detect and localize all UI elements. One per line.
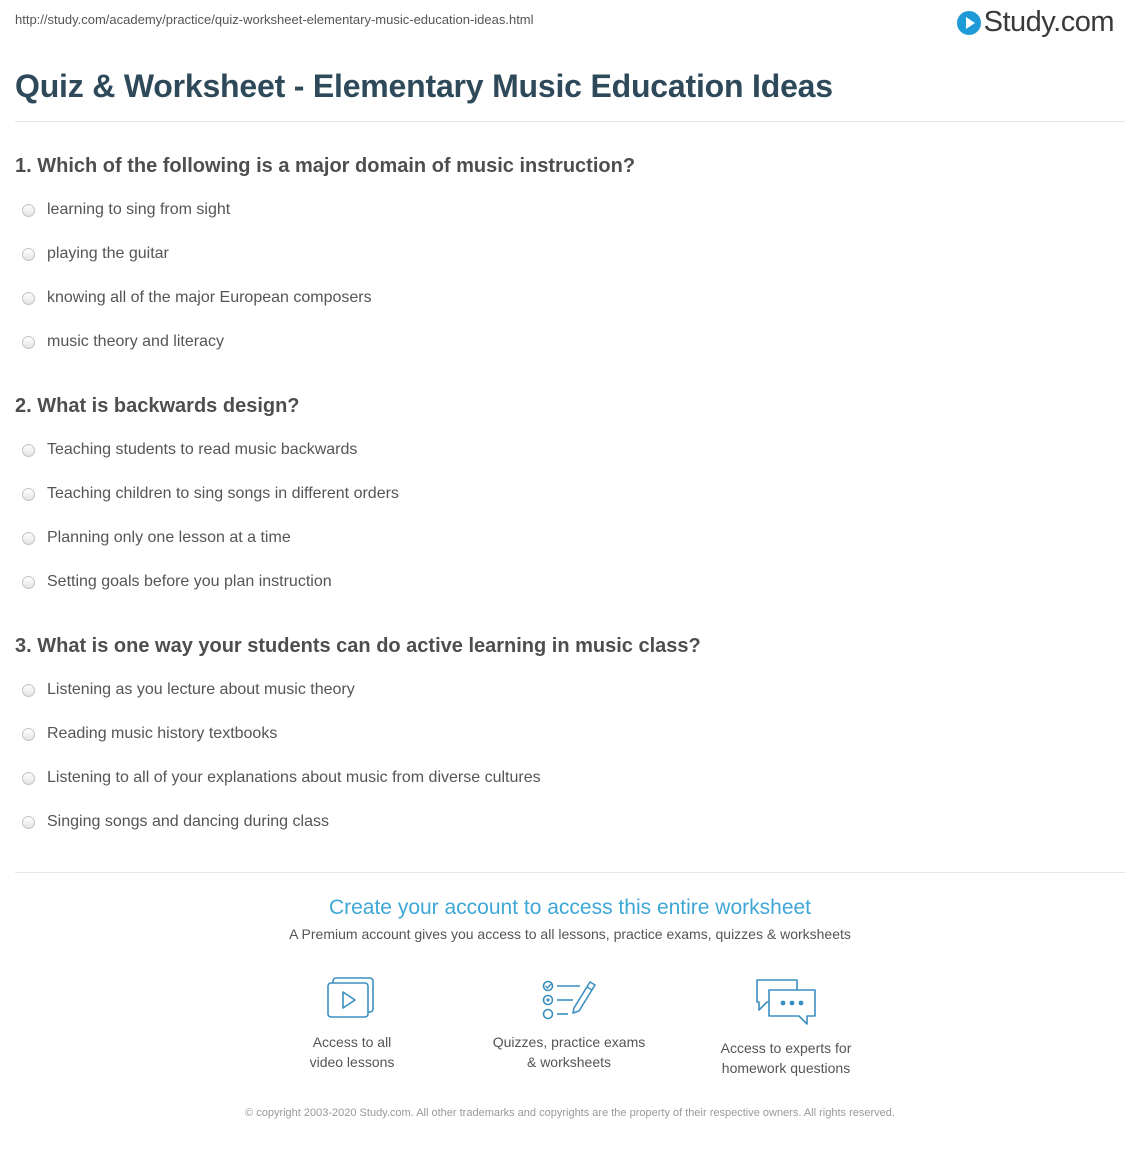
answer-label: playing the guitar	[47, 245, 169, 262]
question-3: 3. What is one way your students can do active learning in music class?	[15, 635, 701, 657]
radio-button[interactable]	[22, 248, 35, 261]
answer-label: Reading music history textbooks	[47, 725, 278, 742]
answer-option[interactable]	[22, 570, 332, 594]
answer-option[interactable]	[22, 330, 224, 354]
answer-option[interactable]	[22, 242, 169, 266]
video-lessons-icon	[325, 976, 379, 1022]
radio-button[interactable]	[22, 292, 35, 305]
answer-label: knowing all of the major European composers	[47, 289, 372, 306]
feature-label-line2: homework questions	[721, 1060, 851, 1076]
radio-button[interactable]	[22, 684, 35, 697]
answer-option[interactable]	[22, 198, 230, 222]
answer-label: Setting goals before you plan instruction	[47, 573, 332, 590]
question-2: 2. What is backwards design?	[15, 395, 300, 417]
top-bar	[0, 0, 1140, 48]
radio-button[interactable]	[22, 444, 35, 457]
answer-option[interactable]	[22, 438, 357, 462]
play-circle-icon	[957, 11, 981, 35]
radio-button[interactable]	[22, 532, 35, 545]
feature-quizzes	[469, 976, 669, 1072]
radio-button[interactable]	[22, 816, 35, 829]
answer-label: music theory and literacy	[47, 333, 224, 350]
question-1: 1. Which of the following is a major domain of music instruction?	[15, 155, 636, 177]
divider	[15, 121, 1125, 122]
feature-experts	[686, 976, 886, 1078]
create-account-link[interactable]: Create your account to access this entire worksheet	[328, 896, 812, 919]
feature-video-lessons	[252, 976, 452, 1072]
answer-label: Teaching children to sing songs in different orders	[47, 485, 399, 502]
answer-label: Planning only one lesson at a time	[47, 529, 291, 546]
answer-label: Teaching students to read music backwards	[47, 441, 358, 458]
radio-button[interactable]	[22, 336, 35, 349]
feature-label-line2: & worksheets	[526, 1054, 612, 1070]
answer-label: Listening as you lecture about music theory	[47, 681, 355, 698]
feature-label-line1: Access to all	[312, 1034, 392, 1050]
answer-option[interactable]	[22, 482, 399, 506]
chat-bubbles-icon	[753, 976, 819, 1028]
copyright-notice: © copyright 2003-2020 Study.com. All other trademarks and copyrights are the property of their respective owners. All rights reserved.	[245, 1107, 895, 1119]
logo-text: Study.com	[983, 6, 1114, 38]
feature-label-line1: Quizzes, practice exams	[492, 1034, 646, 1050]
radio-button[interactable]	[22, 204, 35, 217]
feature-label-line1: Access to experts for	[720, 1040, 852, 1056]
radio-button[interactable]	[22, 772, 35, 785]
page-url[interactable]: http://study.com/academy/practice/quiz-worksheet-elementary-music-education-ideas.html	[15, 12, 534, 27]
answer-option[interactable]	[22, 766, 541, 790]
feature-label-line2: video lessons	[309, 1054, 395, 1070]
cta-subtitle: A Premium account gives you access to all lessons, practice exams, quizzes & worksheets	[289, 926, 851, 942]
answer-label: Singing songs and dancing during class	[47, 813, 329, 830]
answer-label: Listening to all of your explanations about music from diverse cultures	[47, 769, 541, 786]
page-title: Quiz & Worksheet - Elementary Music Education Ideas	[15, 68, 833, 104]
divider	[15, 872, 1125, 873]
answer-option[interactable]	[22, 678, 355, 702]
answer-option[interactable]	[22, 810, 329, 834]
study-logo[interactable]	[957, 6, 1114, 39]
answer-label: learning to sing from sight	[47, 201, 231, 218]
radio-button[interactable]	[22, 576, 35, 589]
radio-button[interactable]	[22, 728, 35, 741]
radio-button[interactable]	[22, 488, 35, 501]
answer-option[interactable]	[22, 526, 291, 550]
answer-option[interactable]	[22, 286, 372, 310]
quiz-checklist-icon	[540, 976, 598, 1022]
answer-option[interactable]	[22, 722, 277, 746]
